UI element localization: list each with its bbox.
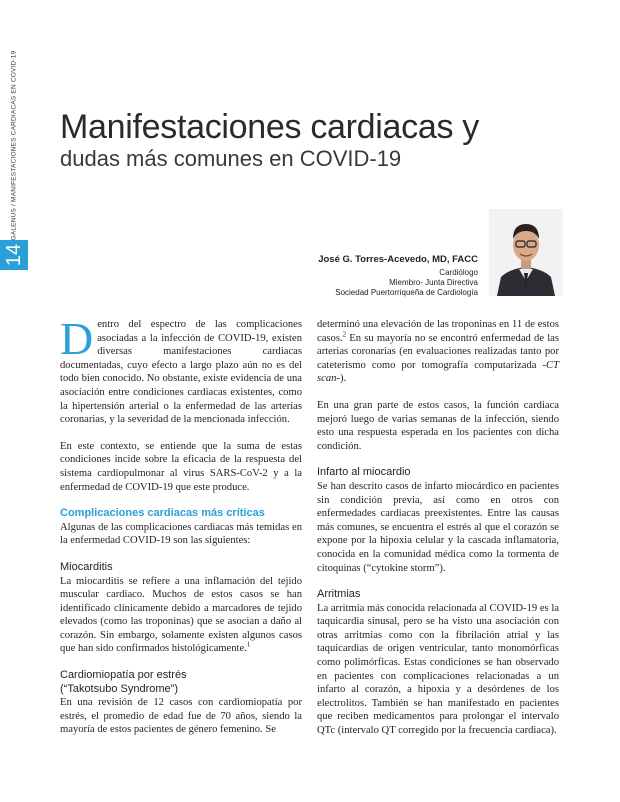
paragraph: En este contexto, se entiende que la suma de estas condiciones incide sobre la eficacia de la respuesta del sistema cardiopulmonar al virus SARS-CoV-2 y a la enfermedad de COVID-19 que este produce. [60,440,302,493]
author-affiliation [335,268,478,298]
subsection-heading-continued: (“Takotsubo Syndrome”) [60,682,178,695]
subsection-heading: Cardiomiopatía por estrés [60,669,187,682]
paragraph: En una revisión de 12 casos con cardiomiopatía por estrés, el promedio de edad fue de 70 años, siendo la mayoría de estos pacientes de género femenino. Se [60,697,302,736]
footnote-ref: 2 [342,330,347,339]
paragraph [60,575,302,657]
affiliation-line: Sociedad Puertorriqueña de Cardiología [335,288,478,297]
paragraph-text: En su mayoría no se encontró enfermedad de las arterias coronarias (en evaluaciones realizadas tanto por cateterismo como por tomografía computarizada - [317,332,559,371]
left-column [60,313,302,750]
paragraph [60,313,302,427]
italic-term: CT scan [317,359,559,385]
right-column [317,318,559,751]
affiliation-line: Cardiólogo [439,268,478,277]
sidebar [0,0,28,802]
paragraph: Se han descrito casos de infarto miocárdico en pacientes sin condición previa, así como en otros con enfermedades cardiacas preexistentes. Entre las causas más comunes, se encuentra el estrés al que el corazón se expone por la hipoxia celular y la cascada inflamatoria, conocida en la comunidad médica como la tormenta de citoquinas (“cytokine storm”). [317,480,559,574]
paragraph: La arritmia más conocida relacionada al COVID-19 es la taquicardia sinusal, pero se ha visto una asociación con otras arritmias como con la fibrilación atrial y las taquicardias de origen ventricular, tanto monomórficas como polimórficas. Estas condiciones se han observado en pacientes con complicaciones relacionadas a un infarto al corazón, a hipoxia y a desórdenes de los electrolitos. También se han manifestado en pacientes que reciben medicamentos para prolongar el intervalo QTc (intervalo QT corregido por la frecuencia cardiaca). [317,602,559,737]
author-name: José G. Torres-Acevedo, MD, FACC [318,254,478,265]
section-heading: Complicaciones cardiacas más críticas [60,507,265,520]
subsection-heading: Miocarditis [60,560,113,573]
article-title: Manifestaciones cardiacas y [60,108,479,146]
article-subtitle: dudas más comunes en COVID-19 [60,146,402,171]
page-number: 14 [3,243,25,267]
subsection-heading: Infarto al miocardio [317,466,411,479]
paragraph: Algunas de las complicaciones cardiacas más temidas en la enfermedad COVID-19 son las siguientes: [60,521,302,547]
subsection-heading: Arritmias [317,588,361,601]
paragraph [317,318,559,386]
drop-cap: D [60,313,94,364]
paragraph-text: La miocarditis se refiere a una inflamación del tejido muscular cardiaco. Muchos de estos casos se han identificado clínicamente debido a marcadores de tejido elevados (como las troponinas) que se asocian a daño al corazón. Sin embargo, solamente existen algunos casos que han sido confirmados histológicamente. [60,575,302,655]
author-photo [489,209,563,296]
paragraph: En una gran parte de estos casos, la función cardiaca mejoró luego de varias semanas de la infección, siendo esto una respuesta esperada en los pacientes con dicha condición. [317,399,559,452]
paragraph-text: determinó una elevación de las troponinas en 11 de estos casos. [317,319,559,344]
footnote-ref: 1 [246,640,251,649]
paragraph-text: entro del espectro de las complicaciones asociadas a la infección de COVID-19, existen diversas manifestaciones cardiacas documentadas, cuyo efecto a largo plazo aún no es del todo bien conocido. No obstante, existe evidencia de una asociación entre condiciones cardiacas existentes, como la hipertensión arterial o la enfermedad de las arterias coronarias, y la severidad de la mencionada infección. [60,319,302,426]
running-head: GALENUS / MANIFESTACIONES CARDIACAS EN COVID-19 [10,50,18,241]
paragraph-text: -). [336,373,347,385]
affiliation-line: Miembro- Junta Directiva [389,278,478,287]
